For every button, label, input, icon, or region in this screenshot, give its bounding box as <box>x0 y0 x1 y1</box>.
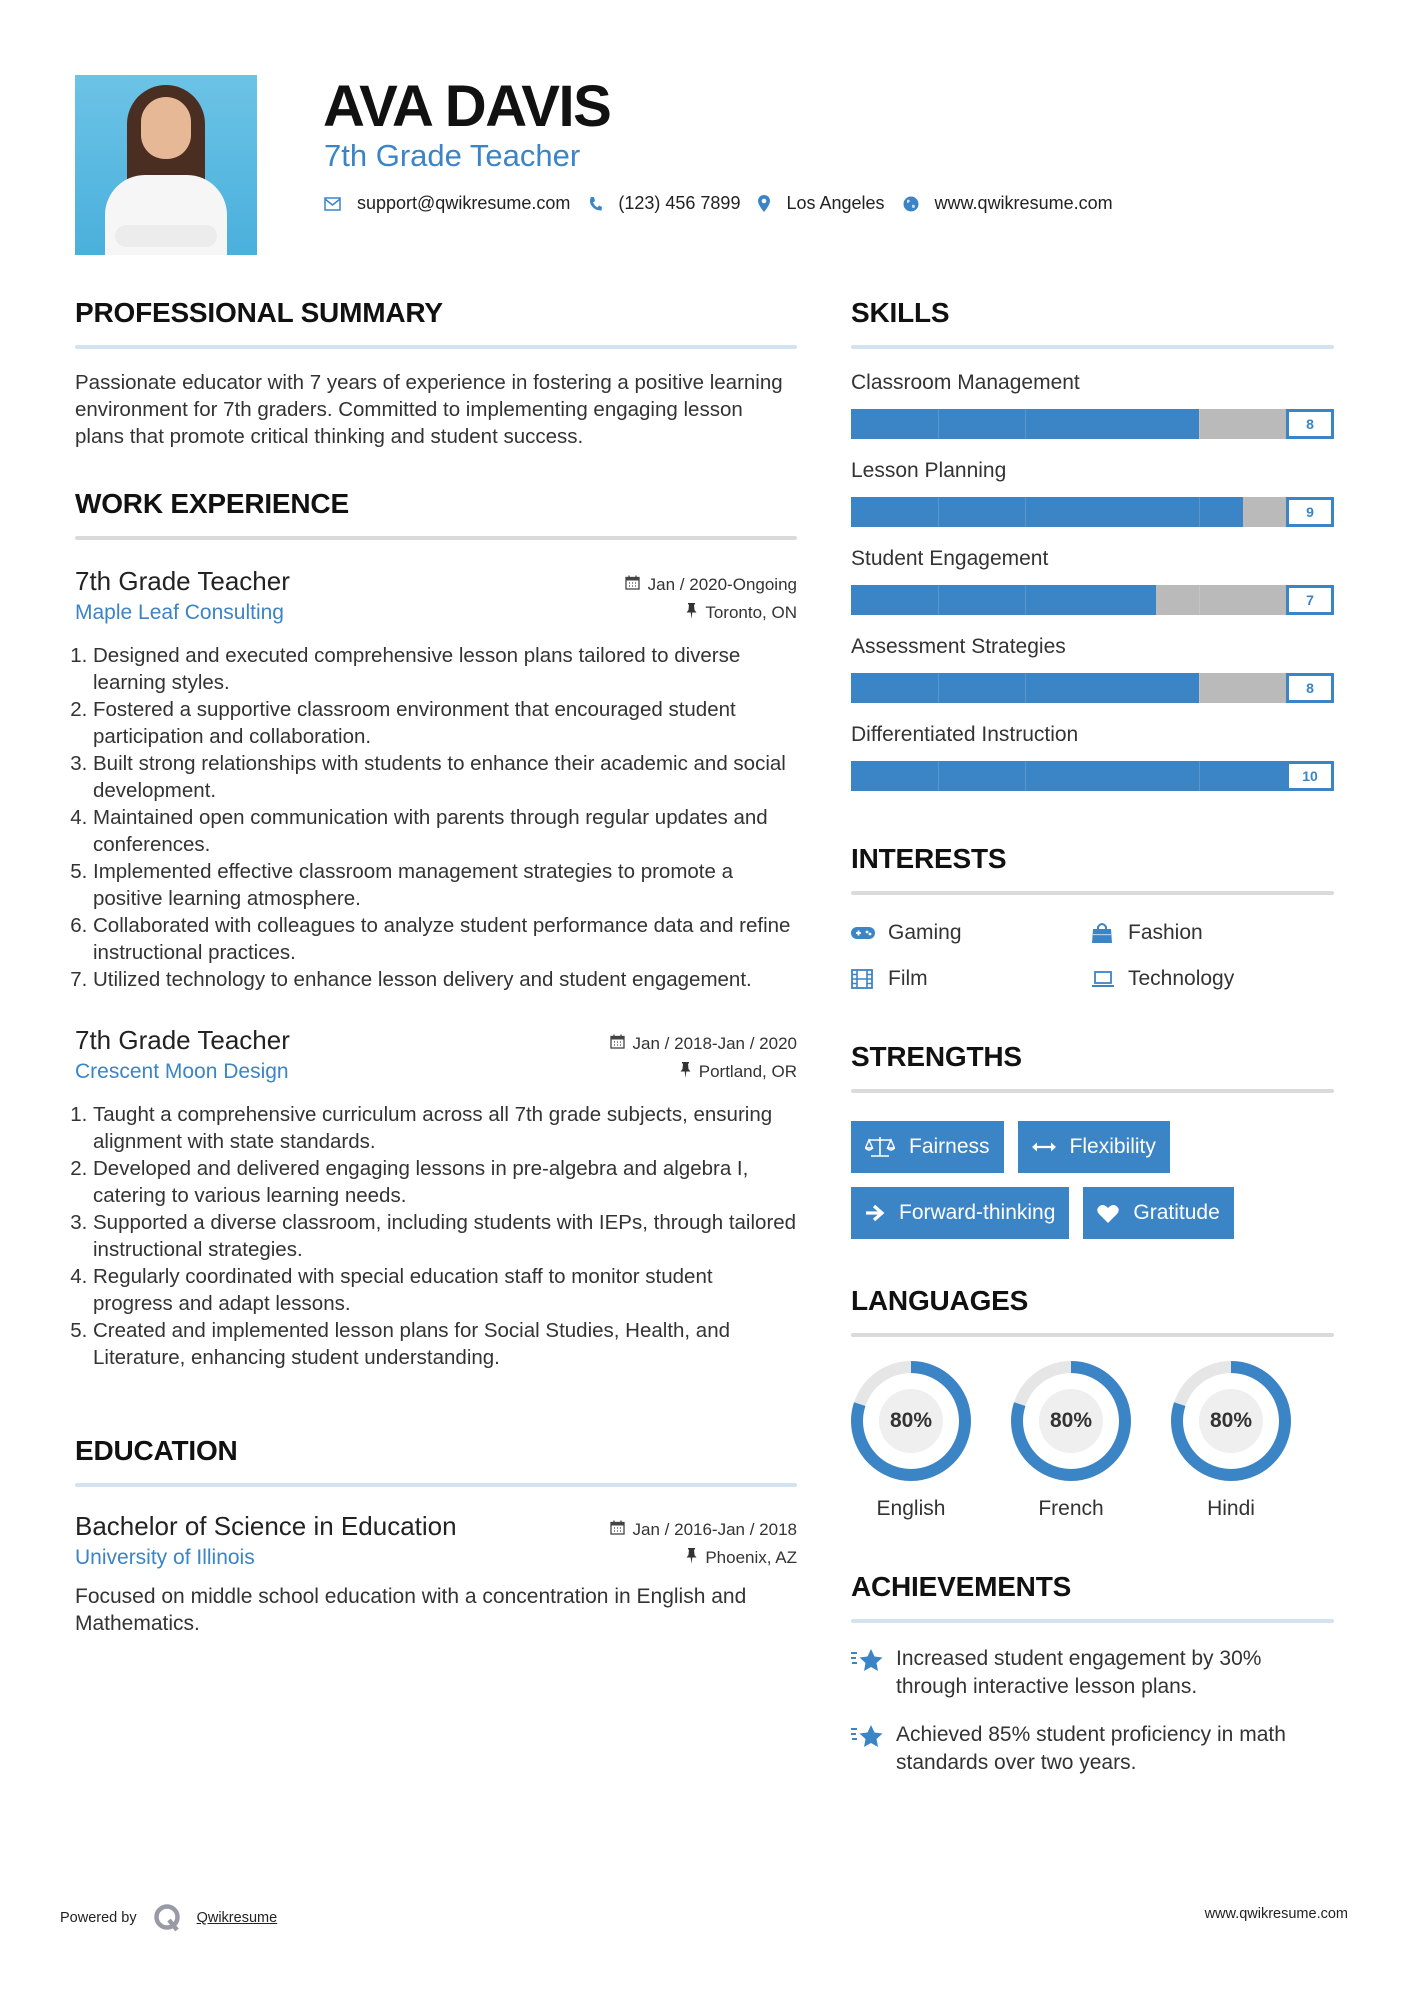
education-date: Jan / 2016-Jan / 2018 <box>632 1519 797 1539</box>
list-item: 3. Supported a diverse classroom, including students with IEPs, through tailored instructional strategies. <box>93 1209 797 1263</box>
section-heading: INTERESTS <box>851 843 1007 874</box>
skill-rating-bar <box>851 585 1334 615</box>
skill-score-badge: 8 <box>1286 409 1334 439</box>
thumbtack-icon <box>686 603 697 623</box>
right-column <box>851 295 1334 1777</box>
language-item <box>1171 1361 1331 1521</box>
thumbtack-icon <box>680 1062 691 1082</box>
skill-label: Classroom Management <box>851 371 1080 394</box>
star-icon <box>851 1645 896 1701</box>
section-divider <box>75 1483 797 1487</box>
degree-title: Bachelor of Science in Education <box>75 1511 457 1541</box>
section-heading: LANGUAGES <box>851 1285 1029 1316</box>
list-item: 2. Fostered a supportive classroom environment that encouraged student participation and collaboration. <box>93 696 797 750</box>
strength-tag <box>1083 1187 1233 1239</box>
education-location: Phoenix, AZ <box>705 1548 797 1567</box>
skill-rating-bar <box>851 497 1334 527</box>
achievement-item <box>851 1721 1334 1777</box>
interest-item <box>851 963 1091 995</box>
language-label: English <box>876 1497 946 1520</box>
work-experience-section <box>75 486 797 1371</box>
skill-label: Assessment Strategies <box>851 635 1066 658</box>
list-item: 3. Built strong relationships with students to enhance their academic and social development. <box>93 750 797 804</box>
achievement-item <box>851 1645 1334 1701</box>
skill-score-badge: 7 <box>1286 585 1334 615</box>
envelope-icon <box>324 197 341 211</box>
language-item <box>1011 1361 1171 1521</box>
education-entry <box>75 1509 797 1637</box>
language-progress-ring <box>1171 1361 1291 1481</box>
job-responsibilities <box>75 1101 797 1371</box>
job-date: Jan / 2018-Jan / 2020 <box>632 1033 797 1053</box>
strength-tag <box>851 1121 1004 1173</box>
list-item: 1. Taught a comprehensive curriculum across all 7th grade subjects, ensuring alignment with state standards. <box>93 1101 797 1155</box>
calendar-icon <box>610 1520 625 1539</box>
summary-text: Passionate educator with 7 years of experience in fostering a positive learning environment for 7th graders. Committed to implementing engaging lesson plans that promote critical thinking and student success. <box>75 371 783 448</box>
job-entry <box>75 1023 797 1371</box>
skill-item <box>851 369 1334 439</box>
list-item: 2. Developed and delivered engaging lessons in pre-algebra and algebra I, catering to various learning needs. <box>93 1155 797 1209</box>
list-item: 7. Utilized technology to enhance lesson delivery and student engagement. <box>93 966 797 993</box>
interest-item <box>851 917 1091 949</box>
skill-label: Lesson Planning <box>851 459 1007 482</box>
section-divider <box>851 1619 1334 1623</box>
language-percent: 80% <box>1039 1389 1103 1453</box>
language-item <box>851 1361 1011 1521</box>
powered-by-label: Powered by <box>60 1910 137 1926</box>
language-label: French <box>1038 1497 1104 1520</box>
job-date: Jan / 2020-Ongoing <box>647 574 797 594</box>
skill-rating-bar <box>851 409 1334 439</box>
language-percent: 80% <box>1199 1389 1263 1453</box>
strength-label: Gratitude <box>1133 1201 1220 1224</box>
skill-rating-bar <box>851 673 1334 703</box>
job-entry <box>75 564 797 993</box>
skill-item <box>851 545 1334 615</box>
section-heading: WORK EXPERIENCE <box>75 488 349 519</box>
section-heading: EDUCATION <box>75 1435 238 1466</box>
left-column <box>75 295 797 1637</box>
strength-tag <box>1018 1121 1170 1173</box>
job-location: Toronto, ON <box>705 603 797 622</box>
achievement-text: Increased student engagement by 30% through interactive lesson plans. <box>896 1647 1262 1698</box>
contact-bar <box>324 193 1131 214</box>
education-description: Focused on middle school education with a concentration in English and Mathematics. <box>75 1585 747 1635</box>
calendar-icon <box>610 1034 625 1053</box>
interest-item <box>1091 963 1331 995</box>
contact-email[interactable]: support@qwikresume.com <box>357 193 571 213</box>
skill-score-badge: 8 <box>1286 673 1334 703</box>
skill-item <box>851 721 1334 791</box>
skill-rating-bar <box>851 761 1334 791</box>
film-icon <box>851 969 888 989</box>
strength-label: Flexibility <box>1069 1135 1156 1158</box>
skill-label: Student Engagement <box>851 547 1049 570</box>
profile-photo <box>75 75 257 255</box>
list-item: 5. Implemented effective classroom management strategies to promote a positive learning atmosphere. <box>93 858 797 912</box>
map-marker-icon <box>758 195 770 212</box>
section-divider <box>851 345 1334 349</box>
shopping-bag-icon <box>1091 922 1128 944</box>
calendar-icon <box>625 575 640 594</box>
star-icon <box>851 1721 896 1777</box>
arrows-horizontal-icon <box>1032 1141 1056 1153</box>
section-heading: ACHIEVEMENTS <box>851 1571 1072 1602</box>
interest-label: Technology <box>1128 967 1235 990</box>
skill-item <box>851 457 1334 527</box>
contact-phone[interactable]: (123) 456 7899 <box>618 193 741 213</box>
footer-powered-by <box>60 1903 277 1933</box>
skill-score-badge: 9 <box>1286 497 1334 527</box>
qwikresume-logo-icon <box>153 1903 183 1933</box>
skills-section <box>851 295 1334 791</box>
language-progress-ring <box>1011 1361 1131 1481</box>
thumbtack-icon <box>686 1548 697 1568</box>
language-percent: 80% <box>879 1389 943 1453</box>
heart-icon <box>1097 1204 1119 1223</box>
list-item: 5. Created and implemented lesson plans for Social Studies, Health, and Literature, enhancing student understanding. <box>93 1317 797 1371</box>
section-divider <box>75 536 797 540</box>
section-divider <box>851 891 1334 895</box>
contact-website[interactable]: www.qwikresume.com <box>934 193 1113 213</box>
strength-tag <box>851 1187 1069 1239</box>
strength-label: Forward-thinking <box>899 1201 1056 1224</box>
list-item: 4. Regularly coordinated with special education staff to monitor student progress and adapt lessons. <box>93 1263 797 1317</box>
interests-section <box>851 841 1334 995</box>
education-section <box>75 1433 797 1637</box>
school-name: University of Illinois <box>75 1546 255 1569</box>
list-item: 1. Designed and executed comprehensive lesson plans tailored to diverse learning styles. <box>93 642 797 696</box>
footer-url[interactable]: www.qwikresume.com <box>1204 1906 1348 1922</box>
section-heading: PROFESSIONAL SUMMARY <box>75 297 443 328</box>
skill-score-badge: 10 <box>1286 761 1334 791</box>
strengths-section <box>851 1039 1334 1239</box>
achievement-text: Achieved 85% student proficiency in math standards over two years. <box>896 1723 1286 1774</box>
candidate-name: AVA DAVIS <box>323 74 611 139</box>
interest-label: Gaming <box>888 921 962 944</box>
section-heading: SKILLS <box>851 297 950 328</box>
languages-section <box>851 1283 1334 1521</box>
list-item: 6. Collaborated with colleagues to analyze student performance data and refine instructional practices. <box>93 912 797 966</box>
list-item: 4. Maintained open communication with parents through regular updates and conferences. <box>93 804 797 858</box>
section-divider <box>851 1089 1334 1093</box>
job-entry-title: 7th Grade Teacher <box>75 1025 290 1055</box>
language-label: Hindi <box>1207 1497 1255 1520</box>
globe-icon <box>903 196 919 212</box>
gamepad-icon <box>851 926 888 940</box>
phone-icon <box>588 196 602 212</box>
strength-label: Fairness <box>909 1135 990 1158</box>
company-name: Maple Leaf Consulting <box>75 601 284 624</box>
job-entry-title: 7th Grade Teacher <box>75 566 290 596</box>
company-name: Crescent Moon Design <box>75 1060 289 1083</box>
arrow-right-icon <box>865 1204 885 1222</box>
job-responsibilities <box>75 642 797 993</box>
language-progress-ring <box>851 1361 971 1481</box>
section-divider <box>75 345 797 349</box>
interest-label: Fashion <box>1128 921 1203 944</box>
interest-item <box>1091 917 1331 949</box>
laptop-icon <box>1091 970 1128 988</box>
job-title: 7th Grade Teacher <box>324 138 581 173</box>
section-divider <box>851 1333 1334 1337</box>
skill-item <box>851 633 1334 703</box>
professional-summary-section <box>75 295 797 450</box>
contact-location: Los Angeles <box>786 193 885 213</box>
achievements-section <box>851 1569 1334 1777</box>
skill-label: Differentiated Instruction <box>851 723 1079 746</box>
section-heading: STRENGTHS <box>851 1041 1022 1072</box>
balance-scale-icon <box>865 1136 895 1158</box>
interest-label: Film <box>888 967 928 990</box>
qwikresume-link[interactable]: Qwikresume <box>196 1910 278 1926</box>
job-location: Portland, OR <box>698 1062 797 1081</box>
